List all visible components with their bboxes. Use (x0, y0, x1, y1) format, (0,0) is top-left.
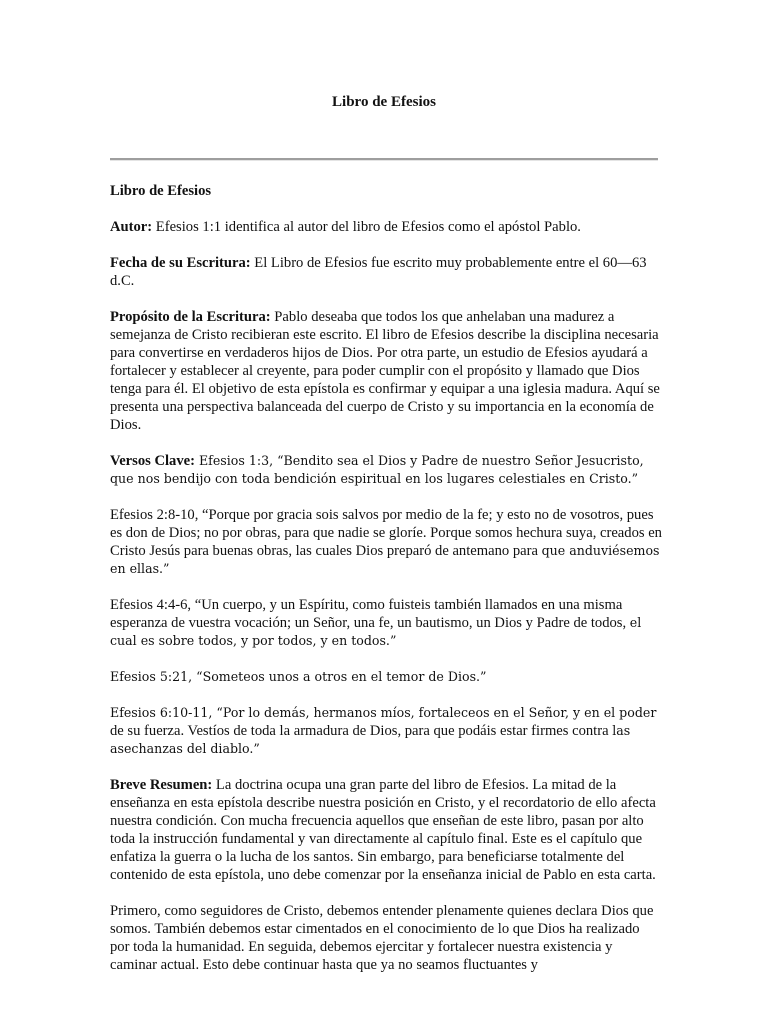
summary-text: La doctrina ocupa una gran parte del libro de Efesios. La mitad de la enseñanza en esta epístola describe nuestra posición en Cristo, y el recordatorio de ello afecta nuestra condición. Con mucha frecuencia aquellos que enseñan de este libro, pasan por alto toda la instrucción fundamental y van directamente al capítulo final. Este es el capítulo que enfatiza la guerra o la lucha de los santos. Sin embargo, para beneficiarse totalmente del contenido de esta epístola, uno debe comenzar por la enseñanza inicial de Pablo en esta carta. (110, 777, 656, 883)
author-label: Autor: (110, 219, 153, 235)
key-verse-3-lead: Efesios 4:4-6, “Un cuerpo, y un Espíritu, como fuisteis también llamados en una misma esperanza de vuestra vocación; un Señor, una fe, un bautismo, un Dios y Padre de todos, (110, 597, 630, 631)
key-verse-5-middle: de su fuerza. Vestíos de toda la armadura de Dios, para que podáis estar firmes contra (110, 723, 613, 739)
author-paragraph (110, 218, 662, 236)
first-paragraph: Primero, como seguidores de Cristo, debemos entender plenamente quienes declara Dios que somos. También debemos estar cimentados en el conocimiento de lo que Dios ha realizado por toda la humanidad. En seguida, debemos ejercitar y fortalecer nuestra existencia y caminar actual. Esto debe continuar hasta que ya no seamos fluctuantes y (110, 903, 654, 973)
key-verse-2-tail: que anduviésemos en ellas.” (110, 543, 660, 576)
key-verse-2-paragraph (110, 506, 662, 578)
date-paragraph (110, 254, 662, 290)
key-verse-2-lead: Efesios 2:8-10, “Porque por gracia sois salvos por medio de la fe; y esto no de vosotros, pues es don de Dios; no por obras, para que nadie se gloríe. Porque somos hechura suya, creados en Cristo Jesús para buenas obras, las cuales Dios preparó de antemano para (110, 507, 662, 559)
section-title: Libro de Efesios (110, 183, 212, 199)
summary-label: Breve Resumen: (110, 777, 213, 793)
key-verse-4: Efesios 5:21, “Someteos unos a otros en el temor de Dios.” (110, 669, 487, 684)
key-verses-paragraph (110, 452, 662, 488)
summary-paragraph (110, 776, 662, 884)
horizontal-rule (110, 158, 658, 161)
key-verse-3-paragraph (110, 596, 662, 650)
key-verse-1: Efesios 1:3, “Bendito sea el Dios y Padre de nuestro Señor Jesucristo, que nos bendijo con toda bendición espiritual en los lugares celestiales en Cristo.” (110, 453, 644, 486)
key-verse-3-tail: el cual es sobre todos, y por todos, y en todos.” (110, 615, 642, 648)
purpose-paragraph (110, 308, 662, 434)
document-body (110, 182, 662, 992)
key-verse-5-paragraph (110, 704, 662, 758)
key-verse-5-lead: Efesios 6:10-11, “Por lo demás, hermanos míos, fortaleceos en el Señor, y en el poder (110, 705, 657, 720)
date-label: Fecha de su Escritura: (110, 255, 251, 271)
purpose-label: Propósito de la Escritura: (110, 309, 271, 325)
author-text: Efesios 1:1 identifica al autor del libro de Efesios como el apóstol Pablo. (152, 219, 581, 235)
key-verse-5-tail: las asechanzas del diablo.” (110, 723, 631, 756)
key-verse-4-paragraph (110, 668, 662, 686)
document-title: Libro de Efesios (332, 94, 436, 110)
date-text: El Libro de Efesios fue escrito muy probablemente entre el 60—63 d.C. (110, 255, 647, 289)
key-verses-label: Versos Clave: (110, 453, 195, 469)
purpose-text: Pablo deseaba que todos los que anhelaban una madurez a semejanza de Cristo recibieran este escrito. El libro de Efesios describe la disciplina necesaria para convertirse en verdaderos hijos de Dios. Por otra parte, un estudio de Efesios ayudará a fortalecer y establecer al creyente, para poder cumplir con el propósito y llamado que Dios tenga para él. El objetivo de esta epístola es confirmar y equipar a una iglesia madura. Aquí se presenta una perspectiva balanceada del cuerpo de Cristo y su importancia en la economía de Dios. (110, 309, 660, 433)
